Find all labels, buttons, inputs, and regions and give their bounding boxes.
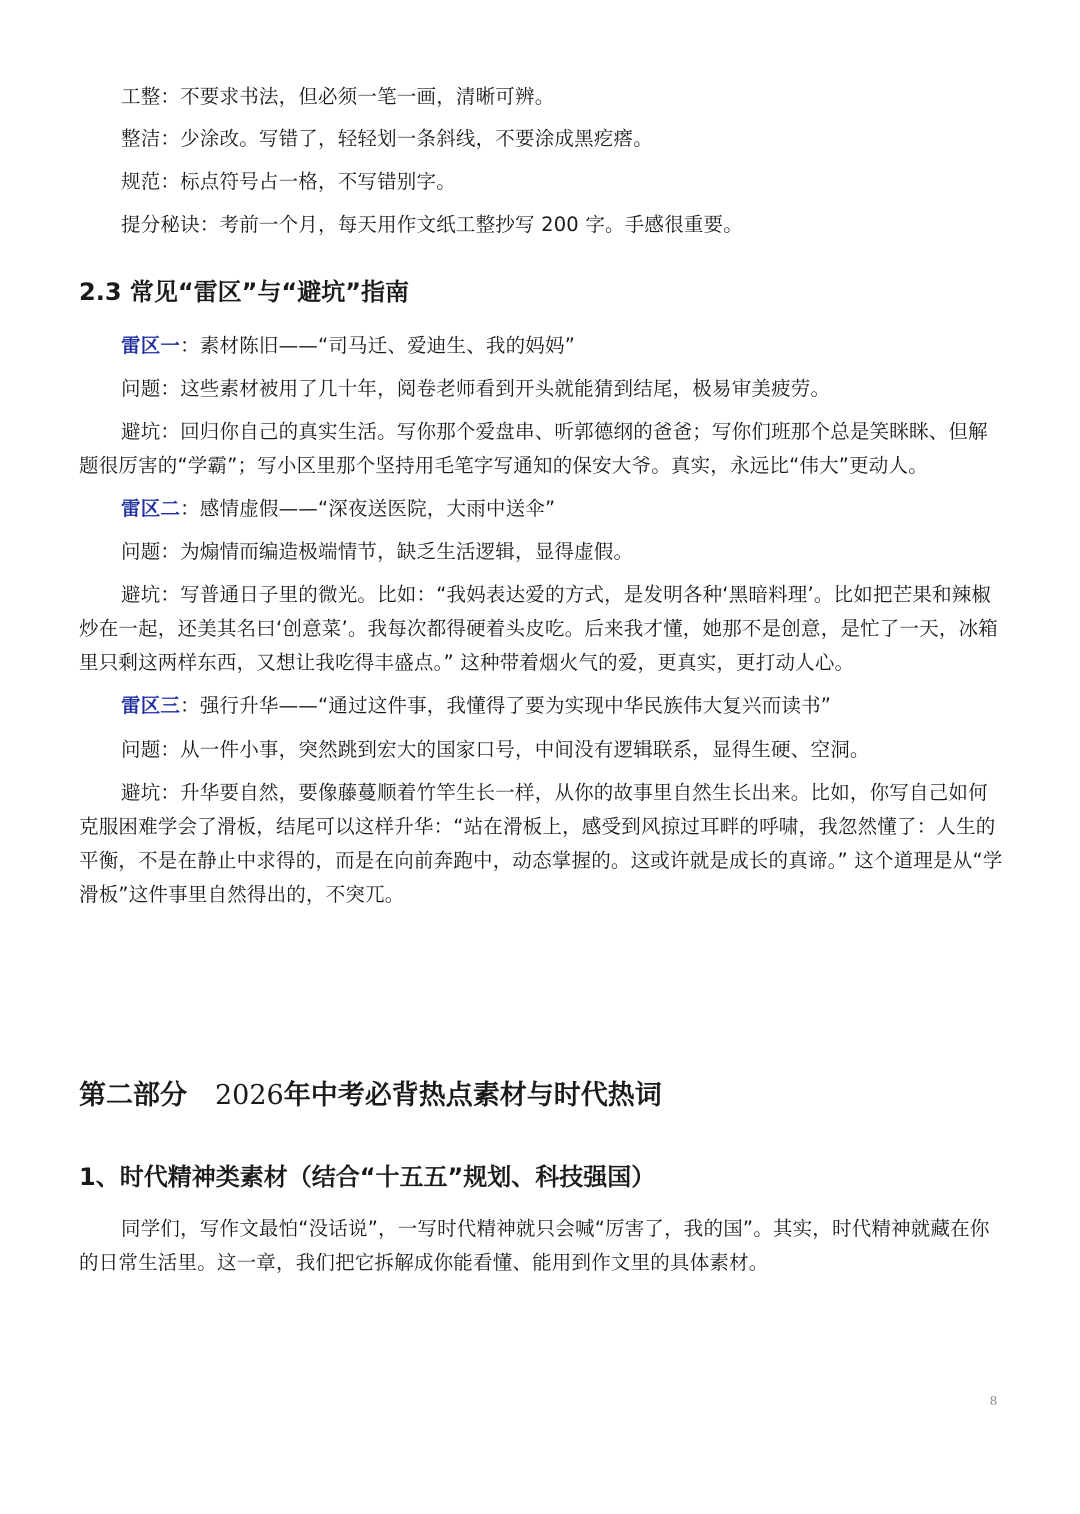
part-two-heading [79,1077,662,1115]
subsection-heading-era-spirit: 1、时代精神类素材（结合“十五五”规划、科技强国） [79,1163,656,1191]
part-two-label: 第二部分 [79,1080,187,1111]
section-heading-2-3: 2.3 常见“雷区”与“避坑”指南 [79,278,409,306]
zone-problem: 问题：这些素材被用了几十年，阅卷老师看到开头就能猜到结尾，极易审美疲劳。 [121,377,831,400]
part-two-year: 2026 [215,1080,284,1111]
paragraph-tip: 提分秘诀：考前一个月，每天用作文纸工整抄写 200 字。手感很重要。 [121,213,743,236]
zone-heading [121,329,1005,363]
zone-heading [121,689,1005,723]
paragraph-standard: 规范：标点符号占一格，不写错别字。 [121,170,456,193]
zone-problem: 问题：为煽情而编造极端情节，缺乏生活逻辑，显得虚假。 [121,540,634,563]
zone-label: 雷区二 [121,497,181,520]
zone-avoid: 避坑：写普通日子里的微光。比如：“我妈表达爱的方式，是发明各种‘黑暗料理’。比如把芒果和辣椒炒在一起，还美其名曰‘创意菜’。我每次都得硬着头皮吃。后来我才懂，她那不是创意，是忙了一天，冰箱里只剩这两样东西，又想让我吃得丰盛点。” 这种带着烟火气的爱，更真实，更打动人心。 [79,583,998,674]
zone-desc: ：强行升华——“通过这件事，我懂得了要为实现中华民族伟大复兴而读书” [180,694,832,717]
zone-desc: ：感情虚假——“深夜送医院，大雨中送伞” [180,497,556,520]
part-two-title: 年中考必背热点素材与时代热词 [283,1080,662,1111]
paragraph-tidy: 整洁：少涂改。写错了，轻轻划一条斜线，不要涂成黑疙瘩。 [121,127,653,150]
zone-heading [121,492,1005,526]
page-number: 8 [990,1394,997,1409]
paragraph-era-spirit: 同学们，写作文最怕“没话说”，一写时代精神就只会喊“厉害了，我的国”。其实，时代精神就藏在你的日常生活里。这一章，我们把它拆解成你能看懂、能用到作文里的具体素材。 [79,1217,990,1274]
zone-desc: ：素材陈旧——“司马迁、爱迪生、我的妈妈” [180,334,576,357]
zone-avoid: 避坑：升华要自然，要像藤蔓顺着竹竿生长一样，从你的故事里自然生长出来。比如，你写自己如何克服困难学会了滑板，结尾可以这样升华：“站在滑板上，感受到风掠过耳畔的呼啸，我忽然懂了：人生的平衡，不是在静止中求得的，而是在向前奔跑中，动态掌握的。这或许就是成长的真谛。” 这个道理是从“学滑板”这件事里自然得出的，不突兀。 [79,781,1003,906]
paragraph-neat: 工整：不要求书法，但必须一笔一画，清晰可辨。 [121,85,555,108]
zone-label: 雷区一 [121,334,181,357]
zone-label: 雷区三 [121,694,181,717]
zone-avoid: 避坑：回归你自己的真实生活。写你那个爱盘串、听郭德纲的爸爸；写你们班那个总是笑眯眯、但解题很厉害的“学霸”；写小区里那个坚持用毛笔字写通知的保安大爷。真实，永远比“伟大”更动人。 [79,420,988,477]
zone-problem: 问题：从一件小事，突然跳到宏大的国家口号，中间没有逻辑联系，显得生硬、空洞。 [121,738,870,761]
